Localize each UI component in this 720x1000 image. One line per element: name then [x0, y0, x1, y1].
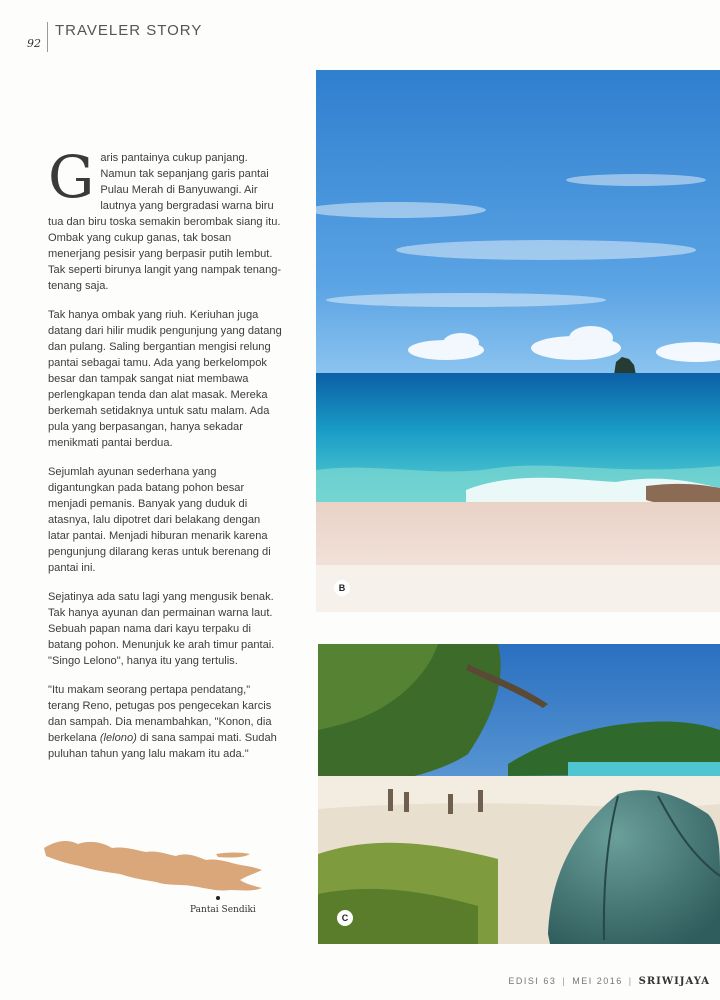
- paragraph-1-text: aris pantainya cukup panjang. Namun tak sepanjang garis pantai Pulau Merah di Banyuwangi. Air lautnya yang bergradasi warna biru tua dan biru toska semakin berombak siang itu. Ombak yang cukup ganas, tak bosan menerjang pesisir yang berpasir putih lembut. Tak seperti birunya langit yang nampak tenang-tenang saja.: [48, 152, 282, 292]
- article-body: [48, 143, 284, 775]
- issue-date: MEI 2016: [572, 976, 623, 986]
- paragraph-5-text-a: "Itu makam seorang pertapa pendatang," terang Reno, petugas pos pengecekan karcis dan sampah. Dia menambahkan, "Konon, dia berkelana: [48, 684, 272, 744]
- java-island-shape: [44, 841, 262, 891]
- edition-number: EDISI 63: [508, 976, 557, 986]
- page-footer: EDISI 63 | MEI 2016 | SRIWIJAYA: [508, 976, 710, 987]
- paragraph-4: Sejatinya ada satu lagi yang mengusik benak. Tak hanya ayunan dan permainan warna laut. Sebuah papan nama dari kayu terpaku di batang pohon. Menunjuk ke arah timur pantai. "Singo Lelono", hanya itu yang tertulis.: [48, 591, 275, 667]
- paragraph-1: [48, 143, 284, 294]
- section-title: TRAVELER STORY: [55, 22, 203, 39]
- photo-b-label: B: [334, 580, 350, 596]
- paragraph-5: [48, 682, 284, 762]
- paragraph-2: Tak hanya ombak yang riuh. Keriuhan juga datang dari hilir mudik pengunjung yang datang dan pulang. Saling bergantian mengisi relung pantai sebagai tamu. Ada yang berkelompok besar dan tampak sangat niat membawa perlengkapan tenda dan alat masak. Mereka berkemah setidaknya untuk satu malam. Ada pula yang berpasangan, hanya sekadar menikmati pantai berdua.: [48, 309, 282, 449]
- paragraph-5-text-b: di sana sampai mati. Sudah puluhan tahun yang lalu makam itu ada.": [48, 732, 277, 760]
- drop-cap: G: [48, 143, 95, 211]
- map-location-label: Pantai Sendiki: [190, 905, 256, 915]
- magazine-brand: SRIWIJAYA: [638, 976, 710, 987]
- location-marker: [216, 896, 220, 900]
- header-divider: [47, 22, 48, 52]
- camping-photo: [318, 644, 720, 944]
- photo-c-label: C: [337, 910, 353, 926]
- beach-photo: [316, 70, 720, 612]
- page-number: 92: [27, 37, 41, 50]
- paragraph-5-italic: (lelono): [99, 732, 137, 744]
- paragraph-3: Sejumlah ayunan sederhana yang digantungkan pada batang pohon besar menjadi pemanis. Banyak yang duduk di atasnya, lalu dipotret dari belakang dengan latar pantai. Menjadi hiburan menarik karena pengunjung dilarang keras untuk berenang di pantai ini.: [48, 466, 271, 574]
- madura-island-shape: [216, 853, 250, 858]
